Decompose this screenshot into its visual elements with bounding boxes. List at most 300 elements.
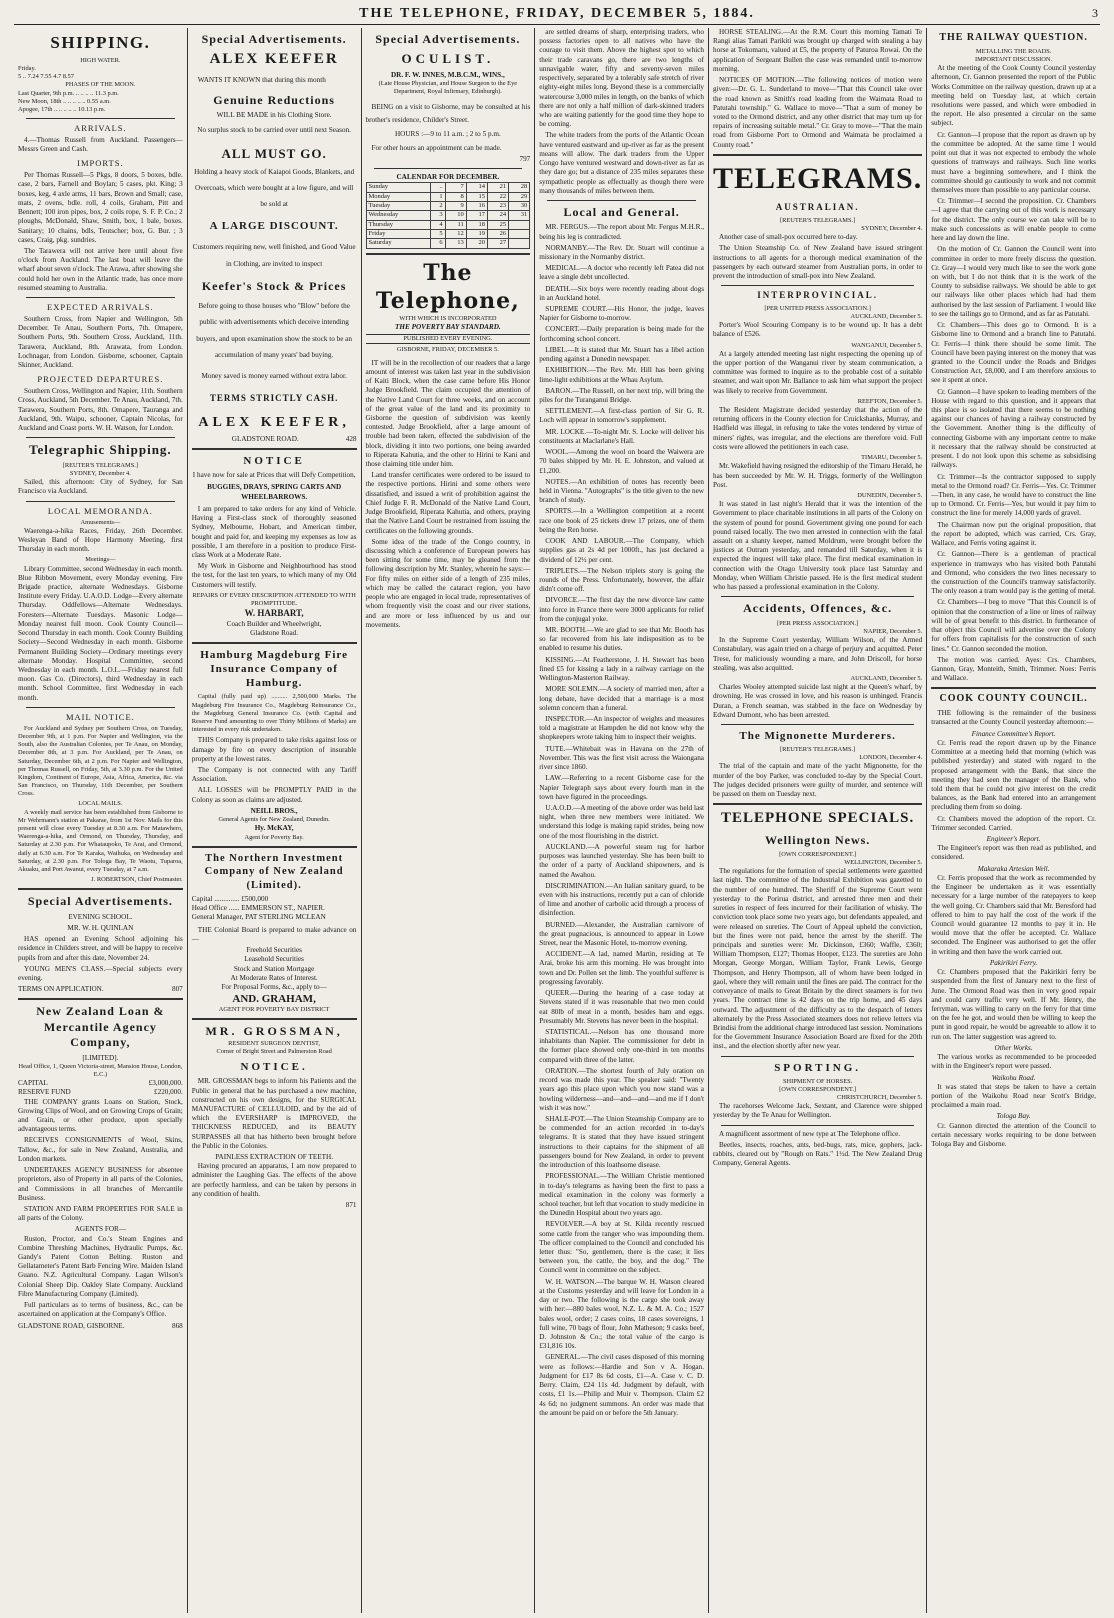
accidents-sub: [PER PRESS ASSOCIATION.] [777,619,859,627]
phases-label: PHASES OF THE MOON. [65,81,136,89]
before-text: Before going to those houses who "Blow" before the public with advertisements which deceive intending buyers, and upon examination show the stock to be an accumulation of many years' bad buying. [196,301,352,360]
local-item: INSPECTOR.—An inspector of weights and measures told a magistrate at Hampden he did not know why the shopkeepers wrote taking him to inspect their weights. [539,715,704,742]
imports-text: Per Thomas Russell—5 Pkgs, 8 doors, 5 boxes, bdle. case, 2 bars, Farnell and Boylan; 5 cases, pkt. King; 3 boxes, keg, 4 axle arms, 11 bars, Brown and Small; case, mats, 2 ovens, bdle. roll, 4 coils, Graham, Pitt and Bennett; 100 iron pipes, box, 2 coils rope, S. F. P. Co.; 2 ploughs, McDonald, Shaw, Smith, box, 1 bale, boxes. Sanitary; 10 chains, bdls, Teutscher; box, G. Bur. ; 3 cases, Craig, pkg. sundries. [18,171,183,244]
local-item: MORE SOLEMN.—A society of married men, after a long debate, have decided that a marriage is a most solemn concern than a funeral. [539,685,704,712]
calendar-date: 28 [509,183,530,192]
arrivals-text: 4.—Thomas Russell from Auckland. Passengers—Messrs Green and Cash. [18,135,183,154]
large-discount: A LARGE DISCOUNT. [209,219,339,232]
telephone-title: The Telephone, [375,259,520,314]
local-item: DEATH.—Six boys were recently reading about dogs in an Auckland hotel. [539,284,704,302]
engineers-heading: Engineer's Report. [986,835,1041,844]
local-item: BARON.—The Russell, on her next trip, will bring the piles for the Turanganui Bridge. [539,386,704,405]
reserve-row [18,1088,183,1097]
local-item: EXHIBITION.—The Rev. Mr. Hill has been giving lime-light exhibitions at the Whau Asylum. [539,366,704,384]
limited: [LIMITED]. [82,1053,119,1062]
with-which: WITH WHICH IS INCORPORATED [399,314,497,322]
auckland2-text: Charles Wooley attempted suicide last night at the Queen's wharf, by drowning. He was crossed in love, and his reason is unhinged. Francis Duran, a French seaman, was stabbed in the face on Wednesday by Edward Dumont, who has been arrested. [713,683,923,719]
column-2 [188,28,362,1613]
terms-app: TERMS ON APPLICATION. [18,985,104,994]
calendar-date: 21 [487,183,508,192]
railway-text-2: Cr. Gannon—I propose that the report as drawn up by the committee be adopted. At the same time I would point out that it was not expected to embody the whole questions of tramways and railways. Such line works must have a beginning somewhere, and I think the committee should go cautiously to work and not commit themselves more than possible to any particular course. [931,130,1096,195]
no-surplus-text: No surplus stock to be carried over until next Season. [197,126,351,135]
napier-text: In the Supreme Court yesterday, William Wilson, of the Armed Constabulary, was again tried on a charge of perjury and acquitted. Peter Trese, for maliciously wounding a mare, and John Driscoll, for horse stealing, was also acquitted. [713,636,923,672]
sydney-text: Sailed, this afternoon: City of Sydney, for San Francisco via Auckland. [18,478,183,496]
terms-no: 807 [171,985,183,994]
horse-stealing: HORSE STEALING.—At the R.M. Court this morning Tamati Te Rangi alias Tamati Parikiti was brought up charged with stealing a bay horse at Tokomaru, valued at £5, the property of Paturoa Rowai. On the application of Sergeant Bullen the case was remanded until to-morrow morning. [713,28,923,73]
calendar-row [366,239,530,248]
leasehold: Leasehold Securities [244,955,304,964]
terms-cash: TERMS STRICTLY CASH. [209,392,339,403]
press-assoc: [PER UNITED PRESS ASSOCIATION.] [764,304,871,312]
calendar-date: 14 [466,183,487,192]
column-1 [14,28,188,1613]
moon-line: Last Quarter, 9th p.m. .. .. .. .. 11.3 p.m. [18,89,119,97]
calendar-row [366,229,530,238]
cook-text-2: Cr. Ferris read the report drawn up by the Finance Committee at a meeting held that morning (which was published yesterday) and stated with regard to the proposed arrangement with the Bank, that since the meeting they had seen the manager of the Bank, who told them that he could not give interest on the credit balances, as the Bank had entered into an arrangement precluding them from so doing. [931,738,1096,812]
mignonette-text: The trial of the captain and mate of the yacht Mignonette, for the murder of the boy Parker, was concluded to-day by the Special Court. The judges decided prisoners were guilty of murder, and sentence will be passed on them on Tuesday next. [713,762,923,799]
moon-line: New Moon, 18th .. .. .. .. .. 0.55 a.m. [18,97,111,105]
railway-text-5: Cr. Chambers—This does go to Ormond. It is a Gisborne line to Ormond and a branch line to Patutahi. Cr. Ferris—I think there should be some limit. The Council have been paying interest on the money that was granted to the Council under the Roads and Bridges Construction Act, £8,000, and I am therefore anxious to see it spent at once. [931,321,1096,385]
local-item: STATISTICAL.—Nelson has one thousand more inhabitants than Napier. The commissioner for debt in the former place showed only one-third in ten months compared with three of the latter. [539,1028,704,1064]
arrivals-heading: ARRIVALS. [74,123,127,134]
calendar-date [509,239,530,248]
for-other-no: 797 [519,154,531,163]
wellington-news: Wellington News. [764,832,871,847]
makaraka-heading: Makaraka Artesian Well. [977,864,1050,873]
being-text: BEING on a visit to Gisborne, may be consulted at his brother's residence, Childer's Street. [365,102,531,124]
australian-heading: AUSTRALIAN. [775,202,860,213]
cook-text-9: Cr. Gannon directed the attention of the Council to certain necessary works requiring to be done between Tologa Bay and Gisborne. [931,1121,1096,1149]
calendar-table [366,182,531,248]
calendar-date: 18 [466,220,487,229]
auckland-date: AUCKLAND, December 5. [850,312,923,320]
proposal: For Proposal Forms, &c., apply to— [221,983,327,991]
tologa-heading: Tologa Bay. [996,1112,1031,1121]
calendar-day: Saturday [366,239,430,248]
reuter-5: [REUTER'S TELEGRAMS.] [779,216,856,224]
gladstone-row [18,1322,183,1331]
railway-text-11: The motion was carried. Ayes: Crs. Chambers, Gannon, Gray, Monteith, Smith, Trimmer. Noes: Ferris and Wallace. [931,655,1096,683]
resident: RESIDENT SURGEON DENTIST, [228,1039,321,1047]
own-corr-2: [OWN CORRESPONDENT.] [779,1085,857,1093]
reefton-text: The Resident Magistrate decided yesterday that the action of the returning officers in the County election for Cruickshanks, Murray, and Hadfield was illegal, in refusing to take the votes tendered by virtue of miners' rights, was irregular, and the elections are therefore void. Full costs were allowed the petitioners in each case. [713,406,923,451]
for-other: For other hours an appointment can be made. [371,143,502,152]
coach-builder: Coach Builder and Wheelwright, [226,619,322,628]
sydney-1: Another case of small-pox occurred here to-day. [719,233,858,242]
local-item: QUEER.—During the hearing of a case today at Stevens stated if it was reasonable that two men could eat 80lb of meat in a month, besides ham and eggs. Presumably Mr. Stevens has never been in the hospital. [539,989,704,1025]
all-losses: ALL LOSSES will be PROMPTLY PAID in the Colony as soon as claims are adjusted. [191,786,357,804]
local-item: ORATION.—The shortest fourth of July oration on record was made this year. The speaker said: "Twenty years ago this place upon which you now stand was a howling wilderness—and—and—and—and me if I don't wish it was now." [539,1066,704,1112]
lead-5: The white traders from the ports of the Atlantic Ocean have ventured eastward and up-river as far as the present means will allow. The dark traders from the Upper Congo have ventured westward and down-river as far as they dare go; but a distance of 235 miles separates these sympathetic people as effectually as though there were many thousands of miles between them. [539,131,704,195]
high-water-label: HIGH WATER. [80,56,121,64]
calendar-date: 22 [487,192,508,201]
agent-pbd: AGENT FOR POVERTY BAY DISTRICT [218,1006,330,1014]
full-particulars: Full particulars as to terms of business, &c., can be ascertained on application at the Company's Office. [18,1301,183,1319]
manifesto: A magnificent assortment of new type at The Telephone office. [719,1129,901,1138]
colonial-bank: THE Colonial Board is prepared to make advance on— [191,925,357,943]
gladstone-rd: GLADSTONE ROAD. [231,434,299,443]
alex-keefer-title: ALEX KEEFER [209,51,339,68]
christchurch-date: CHRISTCHURCH, December 5. [837,1094,923,1102]
harbart: W. HARBART, [244,608,304,619]
shipment: SHIPMENT OF HORSES. [782,1077,853,1085]
local-item: DIVORCE.—The first day the new divorce law came into force in France there were 3000 applicants for relief from the conjugal yoke. [539,596,704,623]
gladstone-row-2 [192,435,357,444]
local-item: SETTLEMENT.—A first-class portion of Sir G. R. Loch will appear in tomorrow's supplement. [539,407,704,425]
calendar-date: 6 [430,239,445,248]
local-item: WOOL.—Among the wool on board the Waiwera are 70 bales shipped by Mr. H. E. Johnston, and valued at £1,200. [539,448,704,475]
prepared-text: I am prepared to take orders for any kind of Vehicle. Having a First-class stock of thoroughly seasoned Sydney, Melbourne, Hobart, and American timber, bought and paid for, and keeping my expenses as low as possible, I am therefore in a position to produce First-class Work at a Moderate Rate. [191,504,357,559]
christchurch-text: The racehorses Welcome Jack, Sextant, and Clarence were shipped yesterday by the Te Anau for Wellington. [713,1102,923,1120]
wellington-text: The regulations for the formation of special settlements were gazetted last night. The committee of the Industrial Exhibition was gazetted to the number of one hundred. The Sheriff of the Supreme Court went yesterday to the Porirua district, and arrested three men and their sureties in respect of fees incurred for their facilitation of whisky. The conviction took place some two years ago, but defendants appealed, and were released on sureties. The Court of Appeal upheld the conviction, but the fines were not paid, hence the arrest by the sheriff. The principals and sureties were: Mr. Dickinson, £360; Waffle, £360; William Thompson, £127; Thomas Hooper, £123. The sureties are John Morgan, George Morgan, William Taylor, Frank Lewis, George Thompson, and Henry Thompson, all of whom have been lodged in gaol, where they will remain until the fines are paid. The contract for the conveyance of mails to Great Britain by the direct steamers is for two years. The contract time is 42 days on the trip home, and 45 days outward. The adjustment of the difficulty as to the despatch of letters alternately by the Press Associated steamers does not relieve letters via Brindisi from the additional charge introduced last session. Nominations for the Government Insurance Association Board are fixed for the 20th inst., and the election shortly after new year. [713,867,923,1051]
column-5 [709,28,927,1613]
calendar-date: 29 [509,192,530,201]
columns [14,28,1100,1613]
mignonette-sub: [REUTER'S TELEGRAMS.] [779,746,856,754]
local-general-heading: Local and General. [563,204,680,219]
poverty-bay-standard: THE POVERTY BAY STANDARD. [395,323,501,332]
calendar-date: 17 [466,211,487,220]
innes-sub: (Late House Physician, and House Surgeon to the Eye Department, Royal Infirmary, Edinburgh). [378,80,518,96]
notice2-heading: NOTICE. [240,1061,308,1074]
special-ads-heading-3: Special Advertisements. [375,32,521,46]
expected-text: Southern Cross, from Napier and Wellington, 5th December. Te Anau, Southern Ports, 7th. Omapere, Southern Ports, 9th. Southern Cross, Auckland, 11th. Tarawera, Auckland, 8th. Arawata, from London. Lochnagar, from London. Gisborne, schooner, Captain Skinner, Auckland. [18,314,183,370]
local-item: KISSING.—At Featherstone, J. H. Stewart has been fined £5 for kissing a lady in a railway carriage on the Wellington-Masterton Railway. [539,655,704,683]
calendar-day: Sunday [366,183,430,192]
mckay: Hy. McKAY, [254,824,294,833]
calendar-date: 20 [466,239,487,248]
calendar-day: Monday [366,192,430,201]
reuter-label: [REUTER'S TELEGRAMS.] [62,461,138,469]
calendar-row [366,220,530,229]
local-mails-label: LOCAL MAILS. [78,800,123,808]
grossman-title: MR. GROSSMAN, [205,1024,343,1039]
undertakes-text: UNDERTAKES AGENCY BUSINESS for absentee proprietors, also of Property in all parts of the Colonies, and Commissions in all branches of Mercantile Business. [18,1166,183,1202]
calendar-date: 19 [466,229,487,238]
local-item: COOK AND LABOUR.—The Company, which supplies gas at 2s 4d per 1000ft., has just declared a dividend of 12½ per cent. [539,537,704,564]
oculist-heading: OCULIST. [401,51,495,67]
railway-heading: THE RAILWAY QUESTION. [939,32,1088,43]
local-item: LAW.—Referring to a recent Gisborne case for the Napier Telegraph says about every fourth man in the town have figured in the proceedings. [539,774,704,801]
telegraphic-heading: Telegraphic Shipping. [29,442,172,458]
memoranda-heading: LOCAL MEMORANDA. [47,505,153,516]
freehold: Freehold Securities [246,946,302,955]
wanganui-date: WANGANUI, December 5. [851,341,923,349]
evening-school: EVENING SCHOOL. [68,912,133,921]
tide-row-values: 5 .. 7.24 7.55 4.7 8.57 [18,73,74,81]
masthead [14,6,1100,25]
nz-loan-heading: New Zealand Loan & Mercantile Agency Company, [36,1004,165,1050]
local-item: MR. FERGUS.—The report about Mr. Fergus M.H.R., being his leg is contradicted. [539,223,704,241]
notice-heading: NOTICE [243,455,305,468]
local-item: SHALE-POT.—The Union Steamship Company are to be commended for an action recorded in to-day's telegrams. It is stated that they have issued stringent instructions to their captains for the shipment of all passengers bound for New Zealand, in order to prevent the introduction of this loathsome disease. [539,1114,704,1170]
reserve-label: RESERVE FUND [18,1088,71,1097]
lead-2: Land transfer certificates were ordered to be issued to the respective portions. Hirini and some others were dissatisfied, and issued a writ of prohibition against the Chief Judge F. R. McDonald of the Native Land Court, Judge Brookfield, Riperata Kahutia, and others, praying that the Native Land Court be restrained from issuing the certificates on the following grounds. [365,471,531,535]
railway-text-10: Cr. Chambers—I beg to move "That this Council is of opinion that the construction of a line or lines of railway will be of great benefit to this district. In furtherance of that object this Council will advertise over the Colony for offers from capitalists for the construction of such lines." Cr. Gannon seconded the motion. [931,598,1096,653]
calendar-date: 24 [487,211,508,220]
projected-heading: PROJECTED DEPARTURES. [37,374,164,385]
corner: Corner of Bright Street and Palmerston Road [216,1048,332,1056]
sydney-date: SYDNEY, December 4. [69,470,131,478]
holding-text: Holding a heavy stock of Kaiapoi Goods, Blankets, and Overcoats, which were bought at a low figure, and will be sold at [194,168,355,208]
cook-text-3: Cr. Chambers moved the adoption of the report. Cr. Trimmer seconded. Carried. [931,814,1096,832]
local-item: W. H. WATSON.—The barque W. H. Watson cleared at the Customs yesterday and will leave for London in a day or two. The following is the cargo she took away with her:—880 bales wool, N.Z. L. & M. A. Co.; 1527 bales wool, order; 2 cases coins, 18 cases sovereigns, 1 full wine, 70 bags of flour, John Matheson; 9 casks beef, D. Johnston & Co.; the total value of the cargo is £31,816 10s. [539,1277,704,1351]
calendar-date: 25 [487,220,508,229]
beetles: Beetles, insects, roaches, ants, bed-bugs, rats, mice, gophers, jack-rabbits, cleared out by "Rough on Rats." 1½d. The New Zealand Drug Company, General Agents. [713,1140,923,1168]
agent-pb: Agent for Poverty Bay. [244,833,304,841]
meetings-text: Library Committee, second Wednesday in each month. Blue Ribbon Movement, every Monday evening. Fire Brigade practice, alternate Wednesdays. Gisborne Institute every Friday. U.A.O.D. Lodge—Every alternate Thursday. Oddfellows—Alternate Wednesdays. Foresters—Alternate Tuesdays. Masonic Lodge—Monday nearest full moon. Cook County Council—Second Thursday in each month. Cook County Building Society—Second Wednesday in each month. Gisborne Permanent Building Society—Ordinary meetings every alternate Monday. Hospital Committee, second Wednesday in each month. L.O.L.—Friday nearest full moon. Gas Co. (Directors), third Wednesday in each month. School Committee, first Wednesday in each month. [18,564,183,702]
calendar-day: Wednesday [366,211,430,220]
calendar-row [366,192,530,201]
calendar-row [366,183,530,192]
local-item: MR. LOCKE.—To-night Mr. S. Locke will deliver his constituents at Maclarlane's Hall. [539,427,704,445]
dunedin-text: It was stated in last night's Herald that it was the intention of the Government to place charitable institutions in all parts of the Colony on the system of pound for pound. Government giving one pound for each pound raised locally. The two men arrested in connection with the fatal assault on a shanty keeper, named Moldrum, were brought before the justices at Outram yesterday, and remanded till Saturday, when it is expected the inquest will take place. The first medical examination in connection with the Otago University took place last Saturday and Monday, when William Christie passed. He is the first medical student who has passed a professional examination in the Colony. [713,500,923,592]
and-graham: AND. GRAHAM, [232,993,316,1006]
pakirikiri-heading: Pakirikiri Ferry. [989,958,1038,967]
painless-text: Having procured an apparatus, I am now prepared to administer the Laughing Gas. The effects of the above are perfectly harmless, and can be taken by persons in any condition of health. [191,1162,357,1198]
calendar-date: 7 [445,183,466,192]
page-number: 3 [1092,6,1098,20]
capital-label: CAPITAL [18,1079,48,1088]
local-item: SUPREME COURT.—His Honor, the judge, leaves Napier for Gisborne to-morrow. [539,305,704,323]
calendar-day: Tuesday [366,201,430,210]
gladstone-no: 868 [171,1321,183,1330]
mail-heading: MAIL NOTICE. [65,711,135,722]
all-must-go: ALL MUST GO. [221,145,327,161]
capital-value: £3,000,000. [148,1079,183,1088]
calendar-day: Thursday [366,220,430,229]
railway-text-7: Cr. Trimmer—Is the contractor supposed to supply metal to the Ormond road? Cr. Ferris—Yes. Cr. Trimmer—Then, in any case, he would have to construct the line up to Ormond. Cr. Ferris—Yes, but would it pay him to construct the line for merely 14,000 yards of gravel. [931,472,1096,518]
local-item: PROFESSIONAL.—The William Christie mentioned in to-day's telegrams as having been the first to pass a medical examination in the colony was formerly a school teacher, but left that vocation to study medicine in the Dunedin Hospital about two years ago. [539,1172,704,1218]
my-work-text: My Work in Gisborne and Neighbourhood has stood the test, for the last ten years, to which many of my Old Customers will testify. [191,562,357,589]
northern-head: Head Office ...... EMMERSON ST., NAPIER. [191,904,325,913]
local-item: CONCERT.—Daily preparation is being made for the forthcoming school concert. [539,325,704,343]
local-item: U.A.O.D.—A meeting of the above order was held last night, when three new members were initiated. We understand this lodge is making rapid strides, being now one of the most flourishing in the district. [539,803,704,840]
local-item: DISCRIMINATION.—An Italian sanitary guard, to be even with his instructions, recently put a can of chloride of lime and another of carbolic acid through a process of disinfection. [539,881,704,918]
local-item: ACCIDENT.—A lad, named Martin, residing at Te Arai, broke his arm this morning. He was brought into town and Dr. Pollen set the limb. The youthful sufferer is progressing favorably. [539,950,704,986]
auckland-text: Porter's Wool Scouring Company is to be wound up. It has a debt balance of £526. [713,321,923,339]
mignonette-heading: The Mignonette Murderers. [739,730,896,742]
calendar-date: 16 [466,201,487,210]
specials-heading: TELEPHONE SPECIALS. [721,810,915,827]
calendar-date: 31 [509,211,530,220]
railway-text-8: The Chairman now put the original proposition, that the report be adopted, which was carried, Crs. Gray, Wallace, and Ferris voting against it. [931,520,1096,548]
own-corr: [OWN CORRESPONDENT.] [779,850,857,858]
money-text: Money saved is money earned without extra labor. [201,371,347,380]
calendar-date: 26 [487,229,508,238]
agents-for: AGENTS FOR— [74,1225,127,1234]
calendar-date: 9 [445,201,466,210]
notice-text: I have now for sale at Prices that will Defy Competition, [192,471,356,480]
innes: DR. F. W. INNES, M.B.C.M., WINS., [390,70,505,79]
local-items [539,223,704,1418]
calendar-date: 5 [430,229,445,238]
local-item: LIBEL.—It is stated that Mr. Stuart has a libel action pending against a Dunedin newspaper. [539,345,704,364]
timaru-text: Mr. Wakefield having resigned the editorship of the Timaru Herald, he has been succeeded by Mr. W. H. Triggs, formerly of the Wellington Post. [713,462,923,489]
imports-heading: IMPORTS. [77,158,124,169]
local-item: AUCKLAND.—A powerful steam tug for harbor purposes was launched yesterday. She has been built to the order of a party of Auckland shipowners, and is named the Awahou. [539,842,704,879]
tarawera-text: The Tarawera will not arrive here until about five o'clock from Auckland. The last boat will leave the wharf about seven o'clock. The Arawa, after showing she could hold her own in the Atlantic trade, has once more resumed steaming to Australia. [18,247,183,292]
railway-text-1: At the meeting of the Cook County Council yesterday afternoon, Cr. Gannon presented the report of the Public Works Committee on the railway question, drawn up at a meeting held on Tuesday last, at which certain resolutions were passed, and which were embodied in the report. He also presented a circular on the same subject. [931,64,1096,128]
calendar-date [509,220,530,229]
calendar-heading: CALENDAR FOR DECEMBER. [396,173,500,182]
cook-heading: COOK COUNTY COUNCIL. [939,693,1088,705]
local-item: TUTE.—Whitebait was in Havana on the 27th of November. This was the first visit across the Waiongana river since 1860. [539,744,704,772]
cook-text-8: It was stated that steps be taken to have a certain portion of the Waikohu Road near Scott's Bridge, proclaimed a main road. [931,1082,1096,1110]
loan-text: THE COMPANY grants Loans on Station, Stock, Growing Clips of Wool, and on Growing Crops of Grain; and Grain, or other produce, upon specially advantageous terms. [18,1097,183,1134]
calendar-date: 8 [445,192,466,201]
agents-text: Ruston, Proctor, and Co.'s Steam Engines and Combine Threshing Machines, Hydraulic Pumps, &c. Gandy's Patent Cotton Belting. Ruston and Gellatameter's Patent Barb Fencing Wire. Maiden Island Guano. N.Z. Agricultural Company. Lagan Wilson's Colonial Sheep Dip. Oakley Slate Company. Auckland Fibre Manufacturing Company (Limited). [18,1234,183,1298]
calendar-date: 1 [430,192,445,201]
calendar-date: .. [430,183,445,192]
sydney-2: The Union Steamship Co. of New Zealand have issued stringent instructions to all agents for a thorough medical examination of the passengers by each outward steamer from Australian ports, in order to prevent the introduction of small-pox into New Zealand. [713,244,923,280]
local-item: REVOLVER.—A boy at St. Kilda recently rescued some cattle from the ranger who was impounding them. The officer complained to the Council and concluded his letter thus: "So, gentlemen, there is the case; it lies between you, the cattle, the boy, and the dog." The Council went in committee on the subject. [539,1220,704,1275]
timaru-date: TIMARU, December 5. [861,454,923,462]
local-mails-text: A weekly mail service has been established from Gisborne to Mr Wehrmann's station at Pakarae, from 1st Nov. Mails for this present will close every Tuesday at 8.30 a.m. For Matawhero, Waerenga-a-hika, and Ormond, on Thursday, Thursday, and Saturday at 2.30 p.m. For Whataupoko, Te Arai, and Ormond, daily at 6.30 a.m. For Te Karaka, Waihuka, on Wednesday and Saturday, at 2.30 p.m. For Tologa Bay, Te Waotu, Tuparoa, Akuaku, and Port Awanui, every Tuesday, at 7 a.m. [18,808,183,873]
napier-date: NAPIER, December 5. [863,627,923,635]
gladstone-label: GLADSTONE ROAD, GISBORNE. [18,1321,125,1330]
shipping-heading: SHIPPING. [50,33,151,52]
northern-gm: General Manager, PAT STERLING MCLEAN [191,913,326,922]
telegrams-heading: TELEGRAMS. [713,161,923,195]
special-ads-heading-2: Special Advertisements. [201,32,347,46]
column-4 [535,28,709,1613]
wellington-date: WELLINGTON, December 5. [844,859,923,867]
northern-heading: The Northern Investment Company of New Zealand (Limited). [204,852,344,891]
quinlan-text: HAS opened an Evening School adjoining his residence in Childers street, and will be happy to receive pupils from and after this date, November 24. [18,935,183,962]
moon-line: Apogee, 17th .. .. .. .. .. 10.13 p.m. [18,105,106,113]
head-office: Head Office, 1, Queen Victoria-street, Mansion House, London, E.C.) [18,1062,183,1078]
calendar-date: 13 [445,239,466,248]
calendar-date: 23 [487,201,508,210]
calendar-row [366,201,530,210]
mail-text: For Auckland and Sydney per Southern Cross, on Tuesday, December 9th, at 1 p.m. For Napier and Wellington, via the South, also the Australian Colonies, per Te Anau, on Monday, December 8th, at 3 p.m. For Auckland, per Te Anau, on Saturday, December 6th, at 2 p.m. For Napier and Wellington, per Thomas Russell, on Friday, 5th, at 3.30 p.m. For the United Kingdom, Continent of Europe, Asia, Africa, America, &c. via San Francisco, on Thursday, 11th December, per Southern Cross. [18,724,183,798]
painless-heading: PAINLESS EXTRACTION OF TEETH. [215,1153,334,1162]
local-item: SPORTS.—In a Wellington competition at a recent race one book of 25 tickets drew 17 prizes, one of them being the Ren horse. [539,507,704,534]
calendar-date: 11 [445,220,466,229]
at-moderate: At Moderate Rates of Interest. [230,973,318,982]
neill: NEILL BROS., [250,806,298,815]
railway-text-4: On the motion of Cr. Gannon the Council went into committee in order to more freely discuss the question. Cr. Gray—I would very much like to see the work gone on with, but I do not think that it is the work of the County to subsidise railways. We should be able to get our railways like other places which had had them authorised by the last session of Parliament. I would like to see the tailings go to Ormond, and as far as Patutahi. [931,245,1096,318]
capital-row [18,1079,183,1088]
gladstone-road: Gladstone Road. [250,628,299,637]
cook-text-5: Cr. Ferris proposed that the work as recommended by the Engineer be undertaken as it was essentially necessary for a large number of the ratepayers to keep the well going. Cr. Chambers said that Mr. Beresford had offered to him to pay half the cost of the work if the Council would guarantee 12 months to pay it in. He would move that the offer be accepted. Cr. Wallace seconded. The Engineer was authorised to get the offer in writing and then have the work carried out. [931,873,1096,956]
lead-4: are settled dreams of sharp, enterprising traders, who possess factories open to all natives who have the courage to visit them. Above the highest spot to which their trade caravans go, there are two lengths of unnavigable water, fifty and seventy-seven miles respectively, separated by a tolerably safe stretch of river eighty-eight miles long. Beyond these is a commercially watercourse 3,000 miles in length, on the banks of which there are not only a half million of dark-skinned traders who are waiting patiently for the good time they hope to be coming. [539,28,704,129]
receives-text: RECEIVES CONSIGNMENTS of Wool, Skins, Tallow, &c., for sale in New Zealand, Australia, and London markets. [18,1136,183,1163]
special-ads-heading: Special Advertisements. [27,894,173,909]
lead-1: IT will be in the recollection of our readers that a large amount of interest was taken last year in the subdivision of Kaiti Block, when the case came before His Honor Judge Brookfield. The claim occupied the attention of the Native Land Court for three weeks, and on account of the great value of the land and its proximity to Gisborne the question of subdivision was keenly contested. Judge Brookfield, after a large amount of trouble had been taken, effected the subdivision of the block, dividing it into two portions, one being awarded to Riperata Kahutia, and the other to Hirini te Kani and those claiming title under him. [365,358,531,469]
repairs-text: REPAIRS OF EVERY DESCRIPTION ATTENDED TO WITH PROMPTITUDE. [192,591,356,608]
auckland2-date: AUCKLAND, December 5. [850,674,923,682]
postmaster: J. ROBERTSON, Chief Postmaster. [91,876,183,884]
meetings-label: Meetings— [85,556,116,564]
local-item: NOTES.—An exhibition of notes has recently been held in Vienna. "Autographs" is the title given to the new branch of study. [539,477,704,505]
sporting-heading: SPORTING. [774,1061,862,1074]
calendar-date: 30 [509,201,530,210]
finance-heading: Finance Committee's Report. [971,729,1056,738]
london-date: LONDON, December 4. [859,754,923,762]
dunedin-date: DUNEDIN, December 5. [857,491,923,499]
local-item: MR. BOOTH.—We are glad to see that Mr. Booth has so far recovered from his late indisposition as to be enabled to resume his duties. [539,626,704,653]
memo-text: Waerenga-a-hika Races, Friday, 26th December. Wesleyan Band of Hope Harmony Meeting, first Thursday in each month. [18,526,183,554]
amusements-label: Amusements— [80,518,121,526]
wanganui-text: At a largely attended meeting last night respecting the opening up of the upper portion of the Wanganui river by steam communication, a committee was formed to inquire as to the probable cost of a suitable steamer, and wait upon Mr. Ballance to ask him what support the project was likely to receive from Government. [713,349,923,395]
wants-text: WANTS IT KNOWN that during this month [197,75,326,84]
calendar-date: 4 [430,220,445,229]
quinlan: MR. W. H. QUINLAN [67,923,134,932]
notices-of-motion: NOTICES OF MOTION.—The following notices of motion were given:—Dr. G. L. Sunderland to move—"That this Council take over the road known as Smith's road leading from the Waimata Road to Patutahi township." G. Wallace to move—"That a sum of money be voted to the Ormond district, and any other district that may turn up for repairs of increasing suitable metal." Cr. Gray to move—"That the main road from Gisborne Port to Ormond and Waimata be proclaimed a County road." [713,76,923,149]
hamburg-heading: Hamburg Magdeburg Fire Insurance Company of Hamburg. [200,649,348,690]
waikohu-heading: Waikohu Road. [991,1073,1036,1082]
cook-text-4: The Engineer's report was then read as published, and considered. [931,844,1096,862]
cook-text-7: The various works as recommended to be proceeded with in the Engineer's report were passed. [931,1053,1096,1071]
projected-text: Southern Cross, Wellington and Napier, 11th. Southern Cross, Auckland, 5th December. Te Anau, Auckland, 7th. Tarawera, Southern Ports, 8th. Omapere, Tauranga and Auckland, 9th. Waipu, schooner, Captain Nicolas, for Auckland and Coast ports. W. H. Watson, for London. [18,387,183,433]
calendar-date: 2 [430,201,445,210]
calendar-row [366,211,530,220]
young-men: YOUNG MEN'S CLASS.—Special subjects every evening. [18,964,183,982]
general-agents: General Agents for New Zealand, Dunedin. [218,816,330,824]
railway-text-6: Cr. Gannon—I have spoken to leading members of the House with regard to this question, and it appears that this place is so isolated that there seems to be nothing against our chances of having a railway constructed by the Government. Another thing is the difficulty of connecting Gisborne with any important centre to make it necessary that the railway should be constructed at present. I do not look upon this scheme as subsidising railways. [931,387,1096,470]
sydney-date-5: SYDNEY, December 4. [861,224,923,232]
column-3 [362,28,536,1613]
hours: HOURS :—9 to 11 a.m. ; 2 to 5 p.m. [394,130,501,139]
railway-text-3: Cr. Trimmer—I second the proposition. Cr. Chambers—I agree that the carrying out of this work is necessary for the district. The only course we can take will be to make such concessions as will enable people to come here and lay down the line. [931,197,1096,243]
calendar-date [509,229,530,238]
calendar-day: Friday [366,229,430,238]
station-text: STATION AND FARM PROPERTIES FOR SALE in all parts of the Colony. [18,1204,183,1223]
buggies: BUGGIES, DRAYS, SPRING CARTS AND WHEELBARROWS. [207,483,342,501]
will-be-text: WILL BE MADE in his Clothing Store. [216,111,332,120]
stock-station: Stock and Station Mortgage [233,964,315,973]
railway-text-9: Cr. Gannon—There is a gentleman of practical experience in tramways who has visited both Patutahi and Ormond, who considers the two lines necessary to the construction of the Council's tramway satisfactorily. The only reason a tram would pay is the getting of metal. [931,550,1096,596]
local-item: GENERAL.—The civil cases disposed of this morning were as follows:—Hardie and Son v A. Hogan. Judgment for £17 8s 6d costs, £1—A. Case v. C. D. Berry. Claim, £24 11s 4d. Judgment by default, with costs, £1 1s.—Philip and Muir v. Thompson. Claim £2 4s 6d; no judgment summons. An order was made that the amount be paid on or before the 5th January. [539,1353,704,1417]
accidents-heading: Accidents, Offences, &c. [743,601,893,616]
published: PUBLISHED EVERY EVENING. [366,334,531,344]
genuine-heading: Genuine Reductions [213,92,335,107]
keefer-signature: ALEX KEEFER, [198,415,350,431]
sig-no: 428 [345,434,357,443]
local-item: BURNED.—Alexander, the Australian carnivore of the great pugnacious, is announced to appear in Lowe Street, near the Masonic Hotel, to-morrow evening. [539,920,704,948]
calendar-date: 10 [445,211,466,220]
interprovincial-heading: INTERPROVINCIAL. [757,290,878,301]
tide-row-day: Friday. [18,64,36,72]
masthead-title: THE TELEPHONE, FRIDAY, DECEMBER 5, 1884. [359,6,755,21]
northern-capital: Capital .............. £500,000 [191,895,269,904]
local-item: MEDICAL.—A doctor who recently left Patea did not leave a single debt uncollected. [539,264,704,282]
important: IMPORTANT DISCUSSION. [975,55,1053,63]
terms-row [18,985,183,994]
expected-heading: EXPECTED ARRIVALS. [47,302,154,313]
calendar-date: 27 [487,239,508,248]
local-item: NORMANBY.—The Rev. Dr. Stuart will continue a missionary in the Normanby district. [539,243,704,261]
cook-text-1: THE following is the remainder of the business transacted at the County Council yesterday afternoon:— [931,709,1096,727]
grossman-text: MR. GROSSMAN begs to inform his Patients and the Public in general that he has purchased a new machine, constructed on his own designs, for the SURGICAL MANUFACTURE of CELLULOID, and by the aid of which the EVERSHARP is IMPROVED, the THICKNESS REDUCED, and its BEAUTY SURPASSES all that has hitherto been brought before the Public in the Colonies. [191,1077,357,1150]
dateline: GISBORNE, FRIDAY, DECEMBER 5. [396,346,499,354]
hamburg-text: Capital (fully paid up) .......... 2,500,000 Marks. The Magdeburg Fire Insurance Co., Magdeburg Reinsurance Co., the Magdeburg General Insurance Co. (with Capital and Reserve Fund amounting to over Thirty Millions of Marks) are interested in every risk undertaken. [191,693,357,734]
local-item: TRIPLETS.—The Nelson triplets story is going the rounds of the Press. Unfortunately, however, the affair didn't come off. [539,566,704,594]
keefers-heading: Keefer's Stock & Prices [201,279,347,294]
company-prepared: THIS Company is prepared to take risks against loss or damage by fire on every description of insurable property at the lowest rates. [191,736,357,763]
other-works-heading: Other Works. [994,1043,1033,1052]
calendar-date: 15 [466,192,487,201]
painless-no: 871 [345,1201,357,1210]
reefton-date: REEFTON, December 5. [857,397,923,405]
calendar-date: 3 [430,211,445,220]
reserve-value: £220,000. [154,1088,183,1097]
column-6 [927,28,1100,1613]
metalling: METALLING THE ROADS. [975,47,1052,55]
company-not: The Company is not connected with any Tariff Association. [191,766,357,784]
